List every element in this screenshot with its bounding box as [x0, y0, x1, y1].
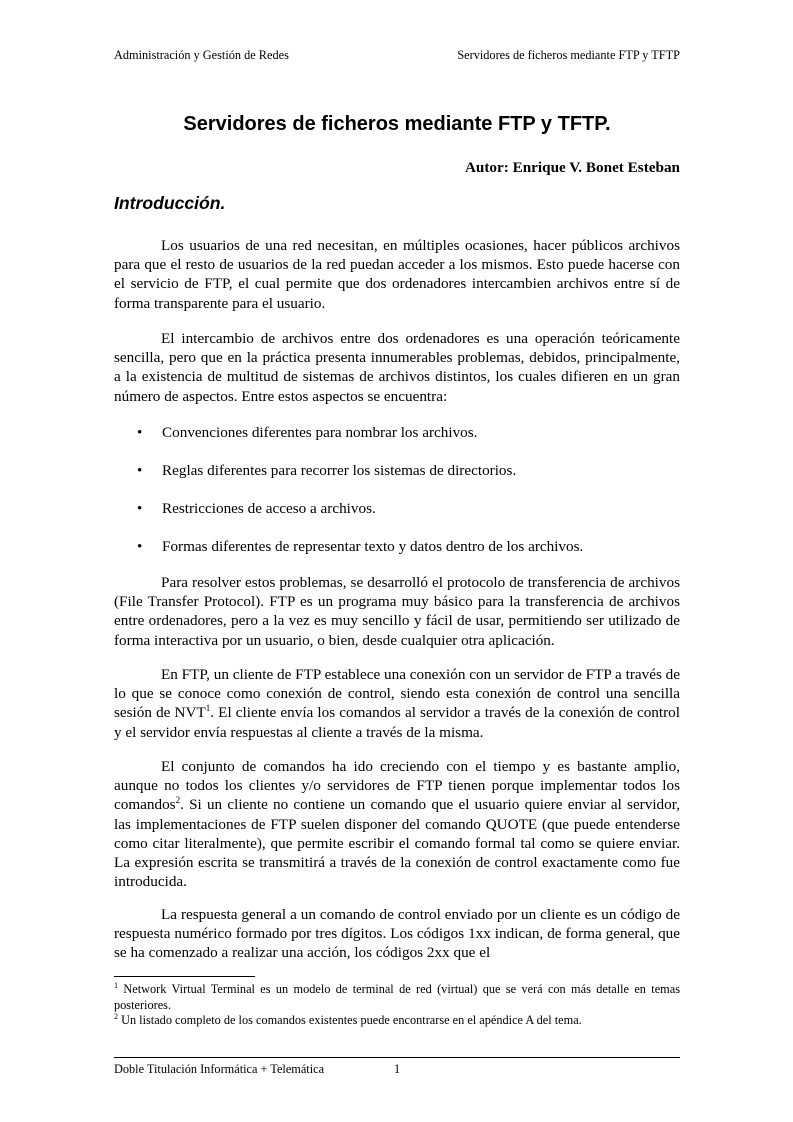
footnote-text: Network Virtual Terminal es un modelo de terminal de red (virtual) que se verá con más detalle en temas posteriores. — [114, 982, 680, 1012]
document-title: Servidores de ficheros mediante FTP y TFTP. — [183, 113, 611, 135]
footnote-ref-2: 2 — [175, 795, 181, 806]
paragraph-5-text-b: . Si un cliente no contiene un comando que el usuario quiere enviar al servidor, las implementaciones de FTP suelen disponer del comando QUOTE (que puede entenderse como citar literalmente), que permite escribir el comando formal tal como se quiere enviar. La expresión escrita se transmitirá a través de la conexión de control exactamente como fue introducida. — [114, 796, 680, 891]
bullet-text: Formas diferentes de representar texto y datos dentro de los archivos. — [162, 538, 584, 555]
paragraph-6: La respuesta general a un comando de control enviado por un cliente es un código de respuesta numérico formado por tres dígitos. Los códigos 1xx indican, de forma general, que se ha comenzado a realizar una acción, los códigos 2xx que el — [114, 906, 680, 962]
footer-left: Doble Titulación Informática + Telemática — [114, 1062, 325, 1076]
footer-rule — [114, 1057, 680, 1058]
footnote-number: 2 — [114, 1011, 118, 1021]
footnote-text: Un listado completo de los comandos existentes puede encontrarse en el apéndice A del tema. — [118, 1013, 582, 1027]
bullet-item-2 — [137, 461, 516, 480]
footnote-ref-1: 1 — [205, 703, 211, 714]
bullet-item-1 — [137, 423, 477, 442]
paragraph-3: Para resolver estos problemas, se desarrolló el protocolo de transferencia de archivos (File Transfer Protocol). FTP es un programa muy básico para la transferencia de archivos entre ordenadores, pero a la vez es muy sencillo y fácil de usar, permitiendo ser utilizado de forma interactiva por un usuario, o bien, desde cualquier otra aplicación. — [114, 574, 680, 649]
paragraph-4 — [114, 665, 680, 742]
bullet-dot: • — [137, 424, 143, 441]
paragraph-5 — [114, 757, 680, 891]
page-number: 1 — [394, 1062, 401, 1076]
bullet-dot: • — [137, 500, 143, 517]
paragraph-5-text-a: El conjunto de comandos ha ido creciendo con el tiempo y es bastante amplio, aunque no todos los clientes y/o servidores de FTP tienen porque implementar todos los comandos — [114, 758, 680, 814]
paragraph-4-text-a: En FTP, un cliente de FTP establece una conexión con un servidor de FTP a través de lo que se conoce como conexión de control, siendo esta conexión de control una sencilla sesión de NVT — [114, 666, 680, 722]
footnote-1 — [114, 982, 680, 1013]
paragraph-4-text-b: . El cliente envía los comandos al servidor a través de la conexión de control y el servidor envía respuestas al cliente a través de la misma. — [114, 704, 680, 741]
paragraph-2: El intercambio de archivos entre dos ordenadores es una operación teóricamente sencilla, pero que en la práctica presenta innumerables problemas, debidos, principalmente, a la existencia de multitud de sistemas de archivos distintos, los cuales difieren en un gran número de aspectos. Entre estos aspectos se encuentra: — [114, 330, 680, 405]
bullet-text: Restricciones de acceso a archivos. — [162, 500, 376, 517]
footnote-2 — [114, 1013, 680, 1029]
section-heading-introduccion: Introducción. — [114, 193, 226, 213]
paragraph-1: Los usuarios de una red necesitan, en múltiples ocasiones, hacer públicos archivos para que el resto de usuarios de la red puedan acceder a los mismos. Esto puede hacerse con el servicio de FTP, el cual permite que dos ordenadores intercambien archivos entre sí de forma transparente para el usuario. — [114, 237, 680, 312]
bullet-item-4 — [137, 537, 583, 556]
footnote-separator — [114, 976, 255, 977]
author-line: Autor: Enrique V. Bonet Esteban — [464, 159, 680, 176]
bullet-item-3 — [137, 499, 376, 518]
bullet-text: Convenciones diferentes para nombrar los archivos. — [162, 424, 478, 441]
running-header-right: Servidores de ficheros mediante FTP y TFTP — [457, 48, 680, 62]
bullet-text: Reglas diferentes para recorrer los sistemas de directorios. — [162, 462, 517, 479]
bullet-dot: • — [137, 462, 143, 479]
footnote-number: 1 — [114, 980, 118, 990]
bullet-dot: • — [137, 538, 143, 555]
running-header-left: Administración y Gestión de Redes — [114, 48, 289, 62]
